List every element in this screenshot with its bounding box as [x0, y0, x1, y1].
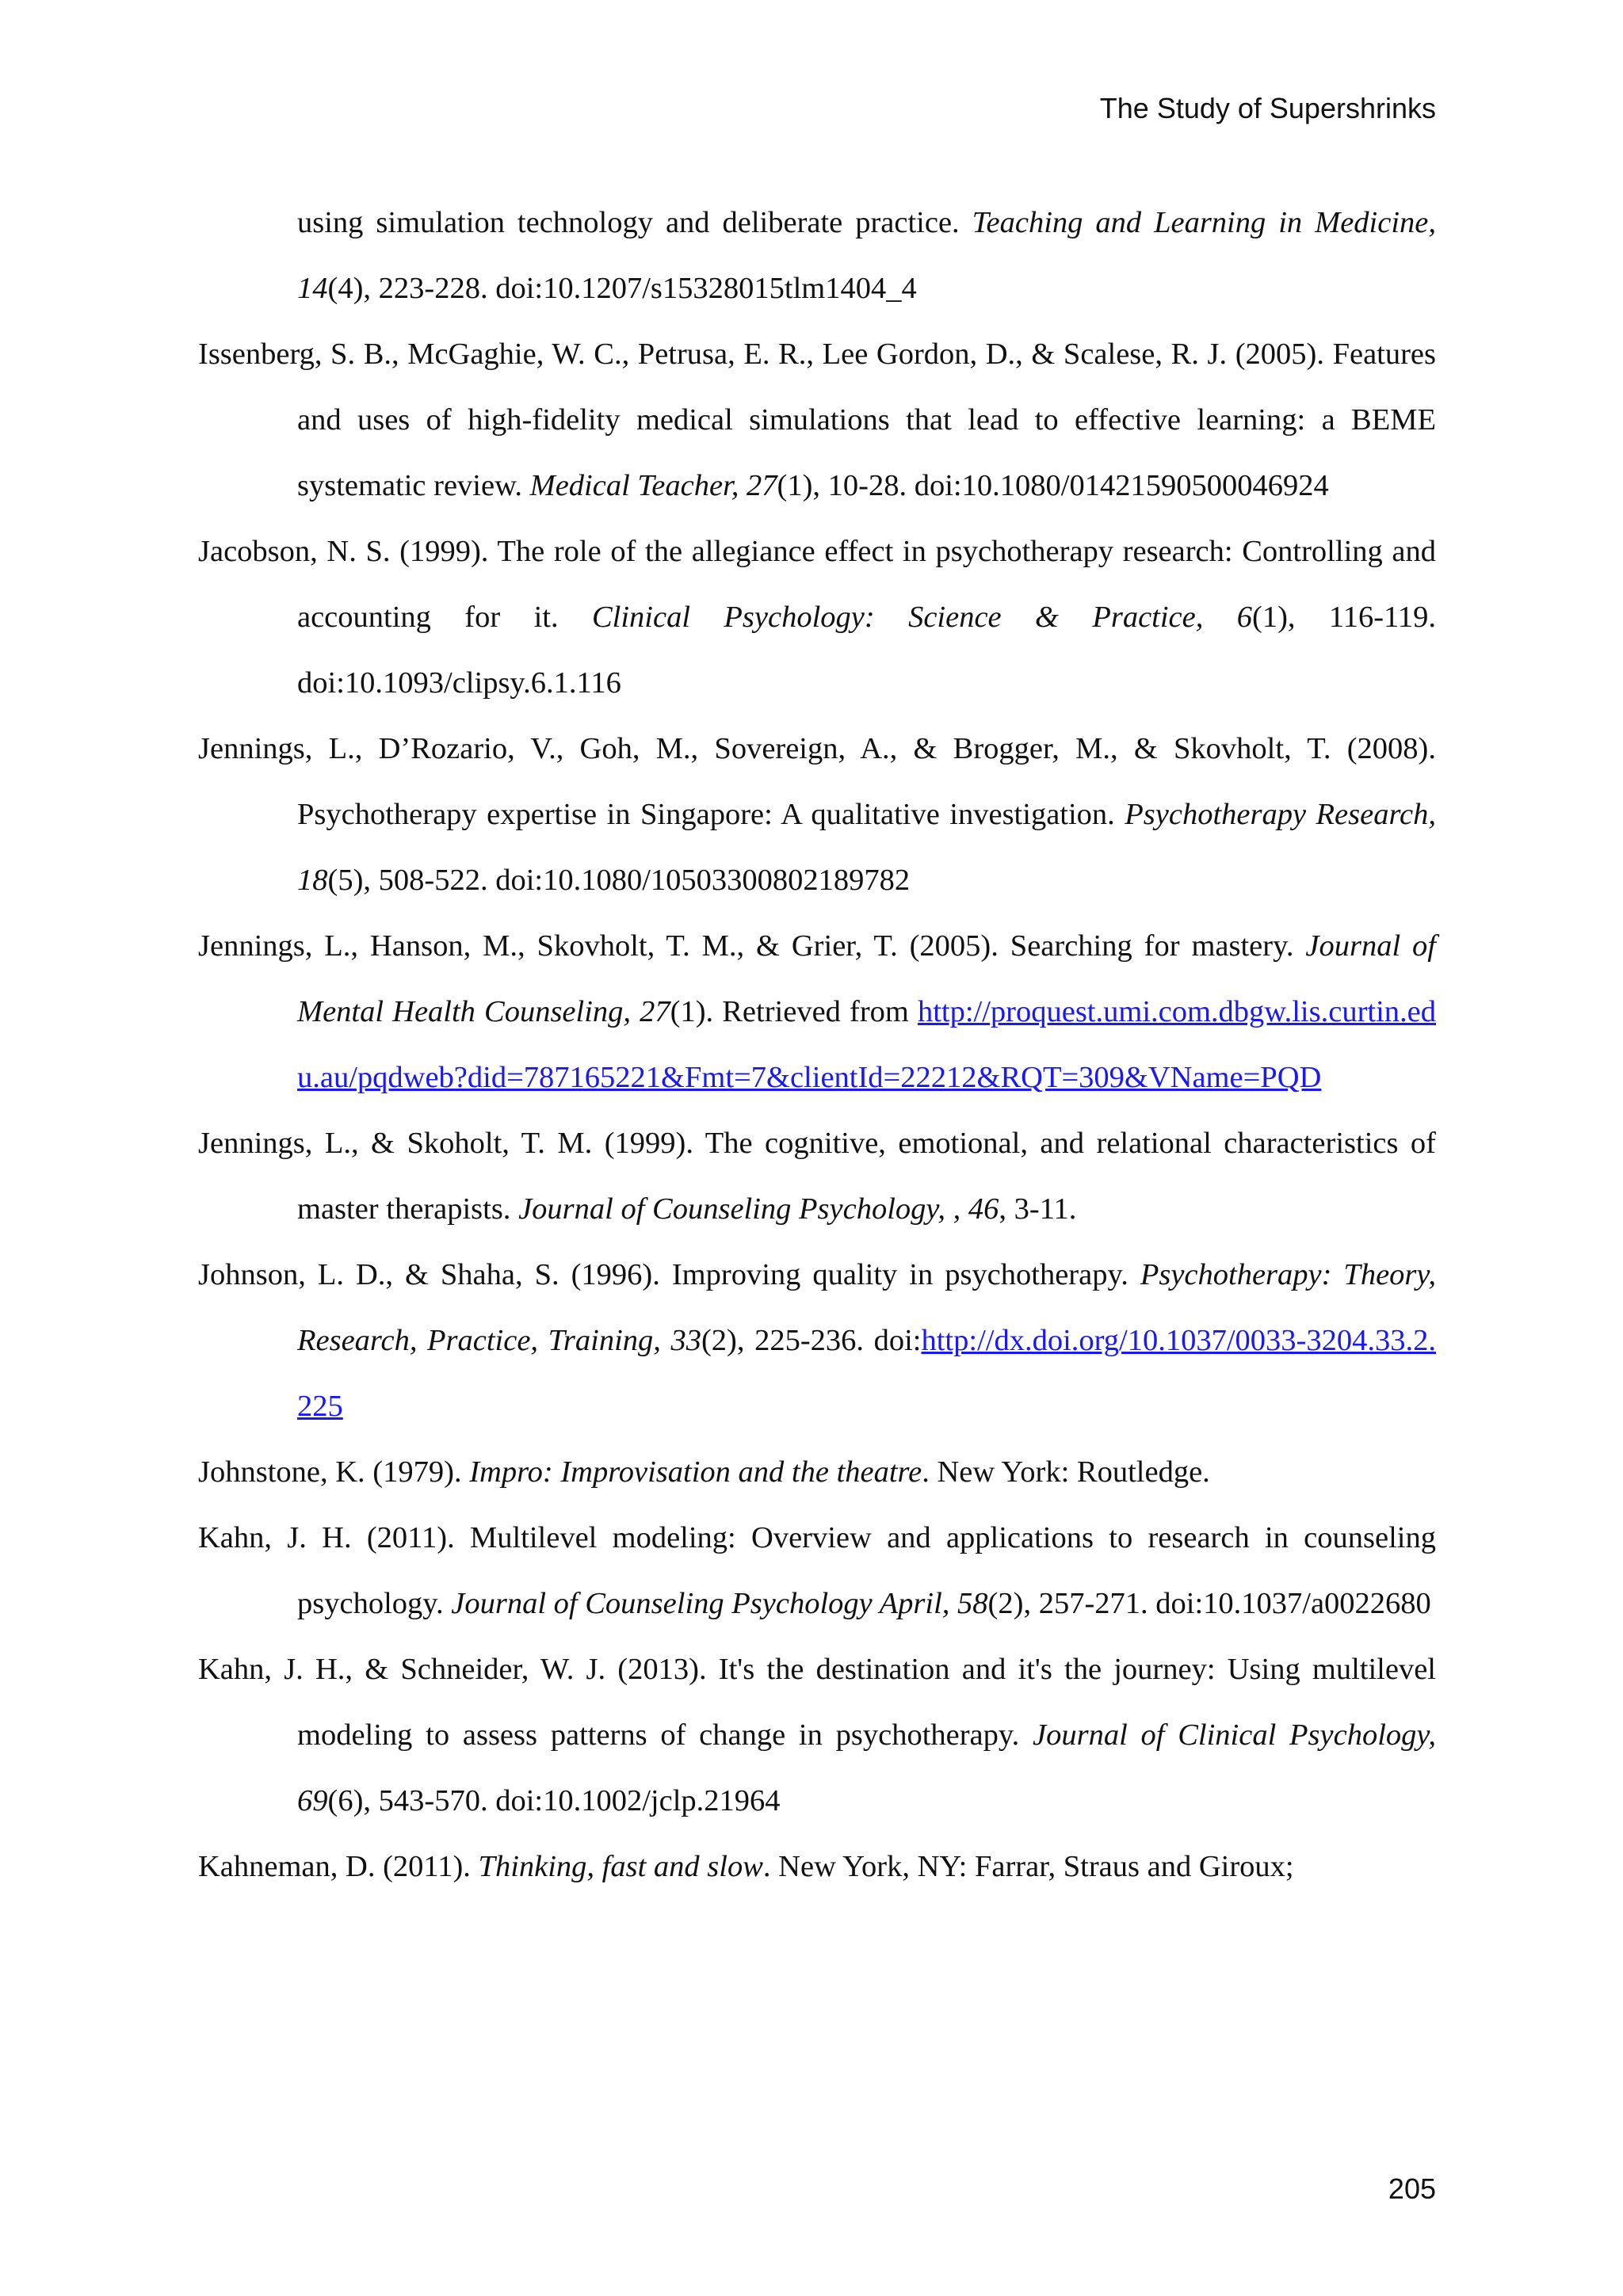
reference-text: Kahn, J. H., & Schneider, W. J. (2013). It's the destination and it's the journey: Using multilevel modeling to assess patterns of change in psychotherapy. [198, 1653, 1436, 1752]
reference-text: (5), 508-522. doi:10.1080/10503300802189782 [327, 864, 911, 897]
reference-text: Kahn, J. H. (2011). Multilevel modeling: Overview and applications to research in counseling psychology. [198, 1521, 1436, 1620]
reference-text: Issenberg, S. B., McGaghie, W. C., Petrusa, E. R., Lee Gordon, D., & Scalese, R. J. (2005). Features and uses of high-fidelity medical simulations that lead to effective learning: a BEME systematic review. [198, 338, 1436, 502]
reference-source-title: Medical Teacher, 27 [529, 469, 777, 502]
reference-text: . New York: Routledge. [922, 1455, 1210, 1489]
reference-source-title: Impro: Improvisation and the theatre [469, 1455, 922, 1489]
reference-text: Jacobson, N. S. (1999). The role of the allegiance effect in psychotherapy research: Controlling and accounting for it. [198, 535, 1436, 634]
reference-text: Jennings, L., & Skoholt, T. M. (1999). The cognitive, emotional, and relational characteristics of master therapists. [198, 1127, 1436, 1226]
reference-text: (1). Retrieved from [670, 995, 918, 1028]
reference-source-title: Psychotherapy: Theory, Research, Practice, Training, 33 [297, 1258, 1436, 1357]
reference-entry [198, 1637, 1436, 1834]
reference-entry [198, 1440, 1436, 1505]
reference-entry [198, 1111, 1436, 1242]
reference-entry [198, 913, 1436, 1111]
reference-source-title: Journal of Clinical Psychology, 69 [297, 1718, 1436, 1817]
reference-source-title: Journal of Mental Health Counseling, 27 [297, 929, 1437, 1028]
reference-source-title: Journal of Counseling Psychology April, 58 [451, 1587, 988, 1620]
reference-text: , 3-11. [999, 1192, 1077, 1226]
reference-text: . New York, NY: Farrar, Straus and Giroux; [762, 1850, 1294, 1883]
running-head: The Study of Supershrinks [1099, 92, 1436, 124]
reference-text: (6), 543-570. doi:10.1002/jclp.21964 [327, 1784, 781, 1817]
reference-text: Jennings, L., Hanson, M., Skovholt, T. M., & Grier, T. (2005). Searching for mastery. [198, 929, 1306, 963]
reference-entry [198, 1834, 1436, 1900]
reference-entry [198, 190, 1436, 322]
reference-entry [198, 322, 1436, 519]
reference-text: Kahneman, D. (2011). [198, 1850, 479, 1883]
reference-text: (1), 10-28. doi:10.1080/01421590500046924 [777, 469, 1329, 502]
reference-link[interactable]: http://proquest.umi.com.dbgw.lis.curtin.edu.au/pqdweb?did=787165221&Fmt=7&clientId=22212&RQT=309&VName=PQD [297, 995, 1437, 1094]
reference-text: (2), 225-236. doi: [701, 1324, 922, 1357]
reference-source-title: Teaching and Learning in Medicine, 14 [297, 206, 1436, 305]
reference-text: Johnson, L. D., & Shaha, S. (1996). Improving quality in psychotherapy. [198, 1258, 1140, 1291]
reference-text: (2), 257-271. doi:10.1037/a0022680 [987, 1587, 1431, 1620]
reference-text: using simulation technology and deliberate practice. [297, 206, 972, 239]
reference-text: Johnstone, K. (1979). [198, 1455, 470, 1489]
reference-source-title: Journal of Counseling Psychology, , 46 [518, 1192, 999, 1226]
reference-text: (4), 223-228. doi:10.1207/s15328015tlm1404_4 [327, 272, 917, 305]
reference-source-title: Psychotherapy Research, 18 [297, 798, 1436, 897]
reference-link[interactable]: http://dx.doi.org/10.1037/0033-3204.33.2.225 [297, 1324, 1437, 1423]
reference-entry [198, 716, 1436, 913]
reference-list [198, 190, 1436, 1900]
reference-source-title: Thinking, fast and slow [478, 1850, 763, 1883]
reference-entry [198, 1242, 1436, 1440]
reference-text: Jennings, L., D’Rozario, V., Goh, M., Sovereign, A., & Brogger, M., & Skovholt, T. (2008). Psychotherapy expertise in Singapore: A qualitative investigation. [198, 732, 1436, 831]
page-number: 205 [1388, 2172, 1436, 2205]
reference-text: (1), 116-119. doi:10.1093/clipsy.6.1.116 [297, 601, 1436, 700]
reference-entry [198, 519, 1436, 716]
reference-entry [198, 1505, 1436, 1637]
reference-source-title: Clinical Psychology: Science & Practice, 6 [591, 601, 1252, 634]
